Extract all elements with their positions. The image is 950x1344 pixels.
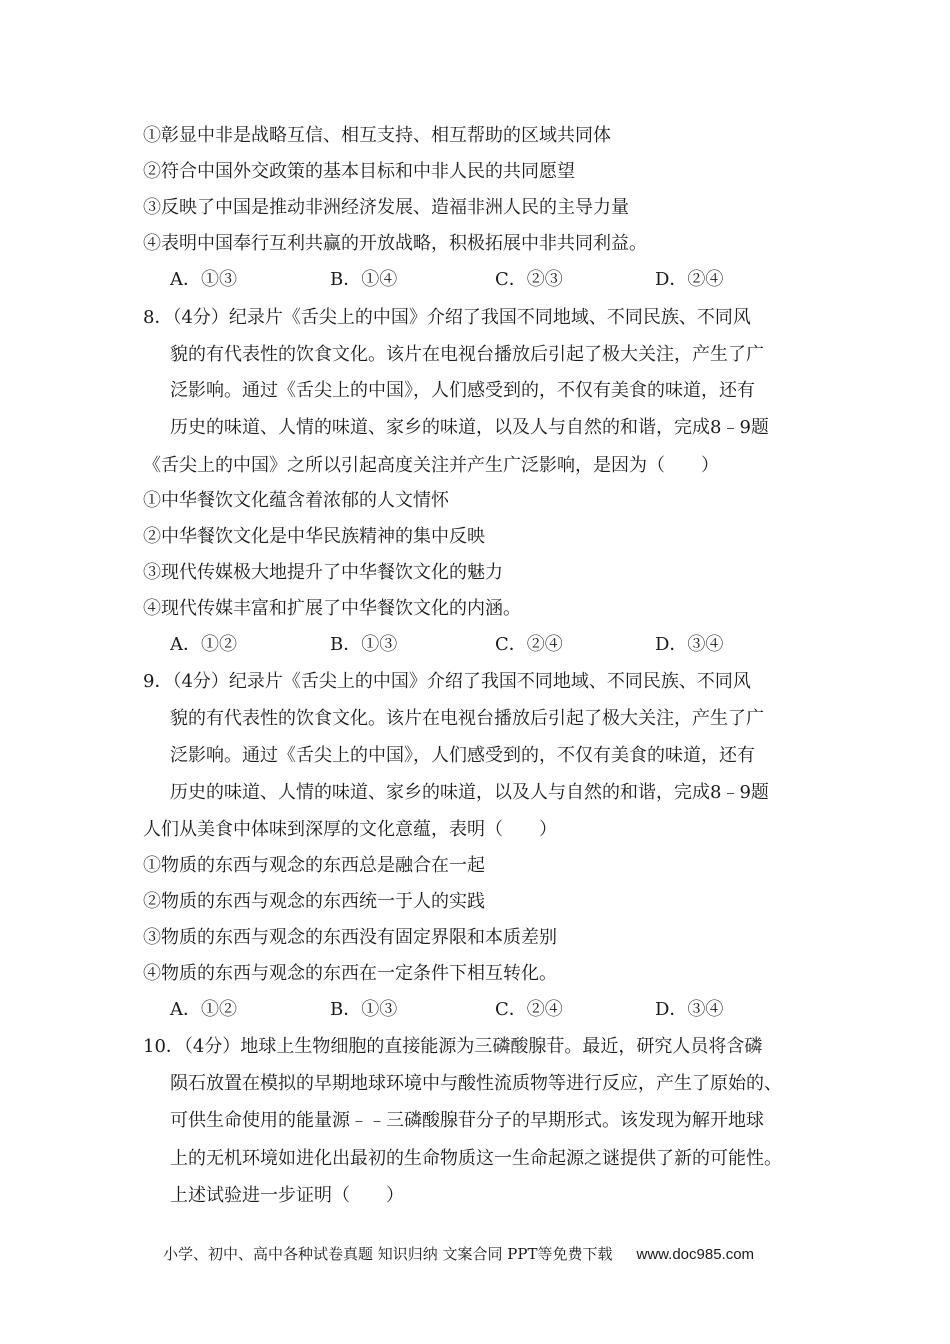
q9-stem-line: 泛影响。通过《舌尖上的中国》，人们感受到的，不仅有美食的味道，还有 [170,745,755,766]
q7-option-d[interactable]: D．②④ [655,269,724,290]
q8-option-c[interactable]: C．②④ [495,634,563,655]
q8-statement: ①中华餐饮文化蕴含着浓郁的人文情怀 [143,490,449,511]
q9-statement: ②物质的东西与观念的东西统一于人的实践 [143,891,485,912]
q7-option-a[interactable]: A．①③ [170,269,237,290]
q9-option-a[interactable]: A．①② [170,999,237,1020]
q8-option-a[interactable]: A．①② [170,634,237,655]
q9-statement: ①物质的东西与观念的东西总是融合在一起 [143,855,485,876]
q7-option-c[interactable]: C．②③ [495,269,563,290]
q9-statement: ③物质的东西与观念的东西没有固定界限和本质差别 [143,927,557,948]
q8-question: 《舌尖上的中国》之所以引起高度关注并产生广泛影响，是因为（ ） [143,455,719,476]
q8-statement: ②中华餐饮文化是中华民族精神的集中反映 [143,526,485,547]
q9-stem-line: 貌的有代表性的饮食文化。该片在电视台播放后引起了极大关注，产生了广 [170,708,764,729]
q8-stem-line: 8．（4分）纪录片《舌尖上的中国》介绍了我国不同地域、不同民族、不同风 [143,307,751,328]
q7-statement: ①彰显中非是战略互信、相互支持、相互帮助的区域共同体 [143,125,611,146]
q9-question: 人们从美食中体味到深厚的文化意蕴，表明（ ） [143,819,557,840]
q8-stem-line: 历史的味道、人情的味道、家乡的味道，以及人与自然的和谐，完成8﹣9题 [170,417,769,438]
q10-stem-line: 上的无机环境如进化出最初的生命物质这一生命起源之谜提供了新的可能性。 [170,1148,782,1169]
q8-stem-line: 貌的有代表性的饮食文化。该片在电视台播放后引起了极大关注，产生了广 [170,344,764,365]
q10-stem-line: 10．（4分）地球上生物细胞的直接能源为三磷酸腺苷。最近，研究人员将含磷 [143,1036,763,1057]
footer-text: 小学、初中、高中各种试卷真题 知识归纳 文案合同 PPT等免费下载 [163,1245,613,1263]
q9-option-c[interactable]: C．②④ [495,999,563,1020]
q9-statement: ④物质的东西与观念的东西在一定条件下相互转化。 [143,963,557,984]
q8-option-b[interactable]: B．①③ [330,634,398,655]
q7-statement: ③反映了中国是推动非洲经济发展、造福非洲人民的主导力量 [143,197,629,218]
q9-stem-line: 历史的味道、人情的味道、家乡的味道，以及人与自然的和谐，完成8﹣9题 [170,782,769,803]
q10-stem-line: 上述试验进一步证明（ ） [170,1185,404,1206]
q9-stem-line: 9．（4分）纪录片《舌尖上的中国》介绍了我国不同地域、不同民族、不同风 [143,671,751,692]
q9-option-d[interactable]: D．③④ [655,999,724,1020]
q9-option-b[interactable]: B．①③ [330,999,398,1020]
q8-statement: ④现代传媒丰富和扩展了中华餐饮文化的内涵。 [143,598,521,619]
footer-url[interactable]: www.doc985.com [636,1246,755,1263]
q10-stem-line: 陨石放置在模拟的早期地球环境中与酸性流质物等进行反应，产生了原始的、 [170,1073,782,1094]
q7-option-b[interactable]: B．①④ [330,269,398,290]
q7-statement: ④表明中国奉行互利共赢的开放战略，积极拓展中非共同利益。 [143,233,647,254]
page-footer [163,1244,754,1265]
q10-stem-line: 可供生命使用的能量源﹣﹣三磷酸腺苷分子的早期形式。该发现为解开地球 [170,1110,764,1131]
q8-statement: ③现代传媒极大地提升了中华餐饮文化的魅力 [143,562,503,583]
q7-statement: ②符合中国外交政策的基本目标和中非人民的共同愿望 [143,161,575,182]
q8-stem-line: 泛影响。通过《舌尖上的中国》，人们感受到的，不仅有美食的味道，还有 [170,380,755,401]
q8-option-d[interactable]: D．③④ [655,634,724,655]
